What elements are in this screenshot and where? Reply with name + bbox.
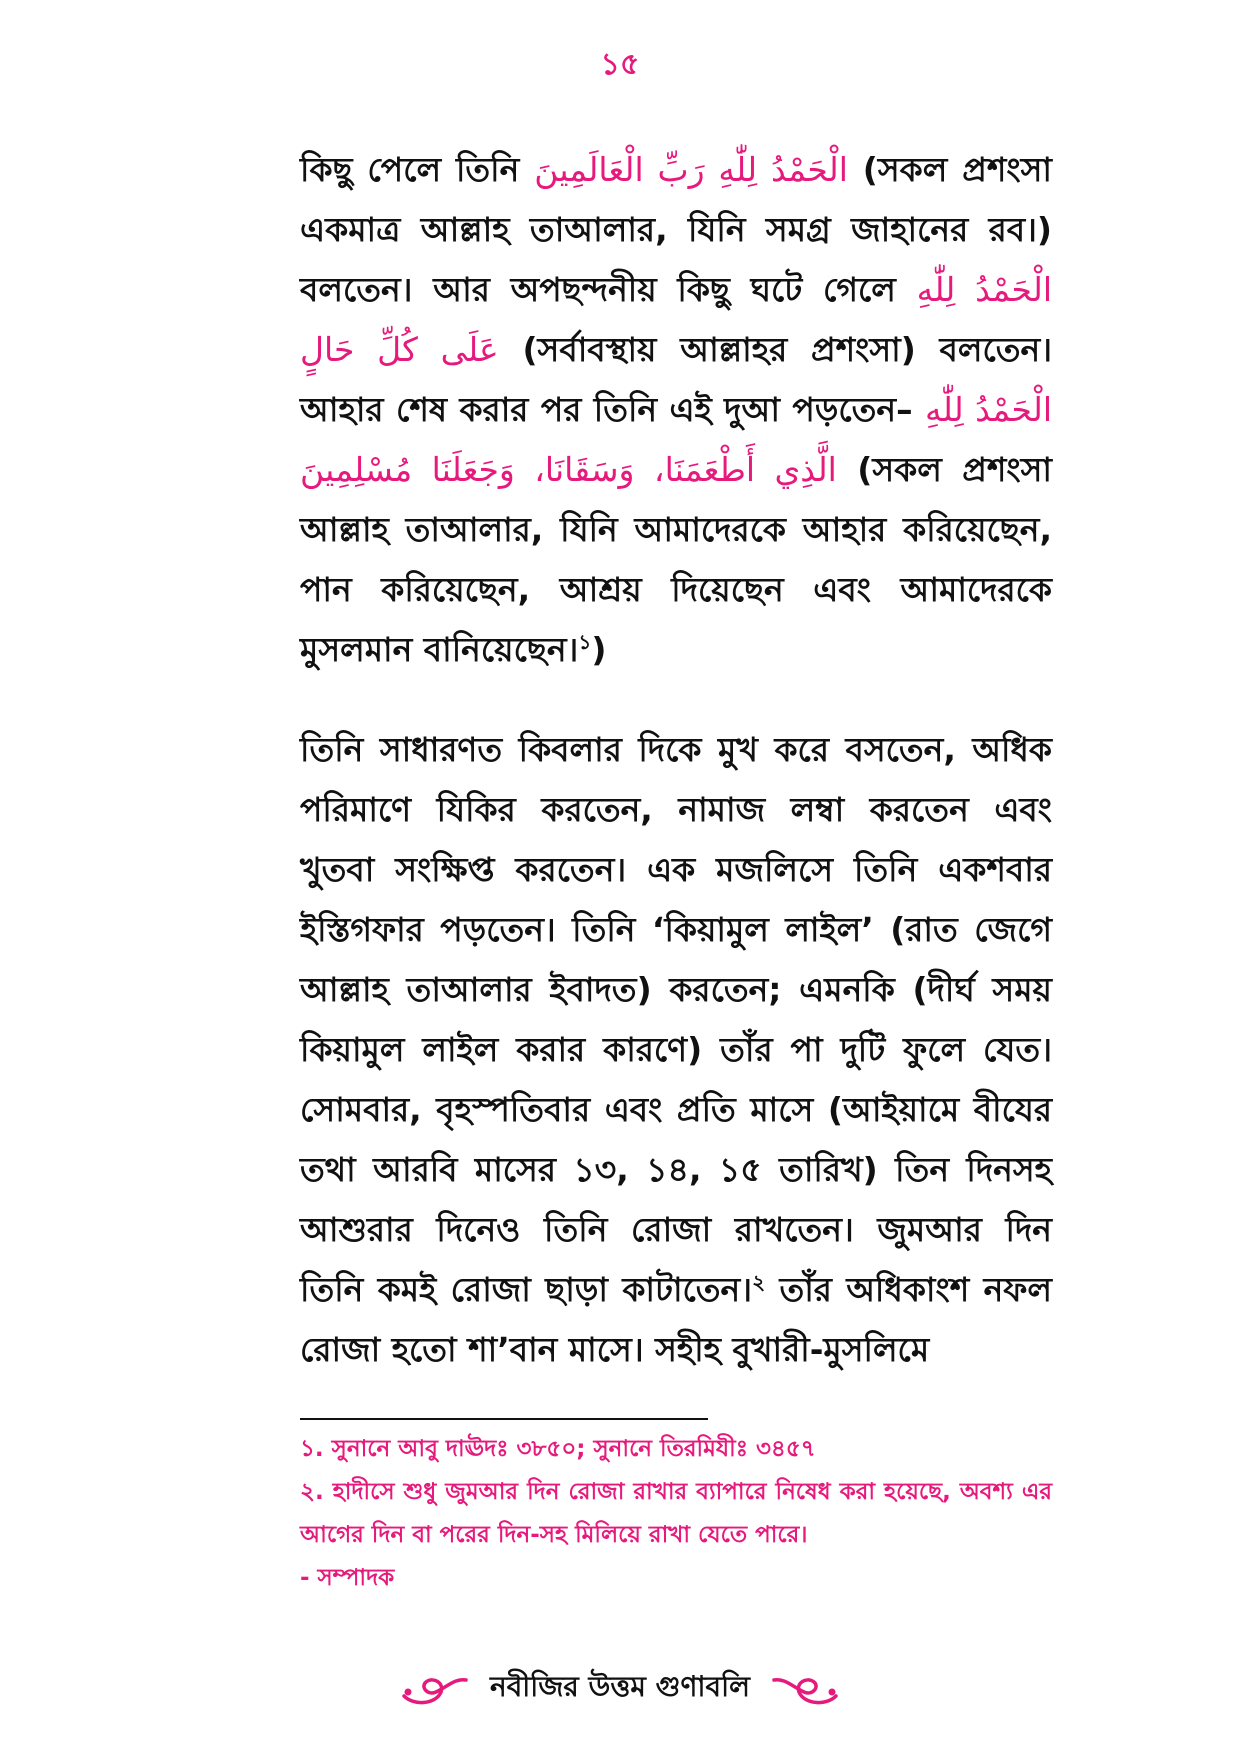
footnote-reference-1: ১: [578, 630, 592, 654]
footnote-reference-2: ২: [752, 1270, 766, 1294]
paragraph-1-text-a: কিছু পেলে তিনি: [300, 150, 535, 189]
paragraph-1-text-d: (সকল প্রশংসা আল্লাহ তাআলার, যিনি আমাদেরকে আহার করিয়েছেন, পান করিয়েছেন, আশ্রয় দিয়েছেন এবং আমাদেরকে মুসলমান বানিয়েছেন।: [300, 450, 1052, 669]
book-footer: [0, 1665, 1240, 1712]
paragraph-2-text-a: তিনি সাধারণত কিবলার দিকে মুখ করে বসতেন, অধিক পরিমাণে যিকির করতেন, নামাজ লম্বা করতেন এবং খুতবা সংক্ষিপ্ত করতেন। এক মজলিসে তিনি একশবার ইস্তিগফার পড়তেন। তিনি ‘কিয়ামুল লাইল’ (রাত জেগে আল্লাহ তাআলার ইবাদত) করতেন; এমনকি (দীর্ঘ সময় কিয়ামুল লাইল করার কারণে) তাঁর পা দুটি ফুলে যেত। সোমবার, বৃহস্পতিবার এবং প্রতি মাসে (আইয়ামে বীযের তথা আরবি মাসের ১৩, ১৪, ১৫ তারিখ) তিন দিনসহ আশুরার দিনেও তিনি রোজা রাখতেন। জুমআর দিন তিনি কমই রোজা ছাড়া কাটাতেন।: [300, 730, 1052, 1309]
footnote-editor-note: - সম্পাদক: [300, 1565, 395, 1591]
footnotes: [300, 1428, 1052, 1600]
footnote-1: ১. সুনানে আবু দাঊদঃ ৩৮৫০; সুনানে তিরমিযীঃ ৩৪৫৭: [300, 1436, 816, 1462]
paragraph-2-text-b: তাঁর অধিকাংশ নফল রোজা হতো শা’বান মাসে। সহীহ বুখারী-মুসলিমে: [300, 1270, 1052, 1369]
footnote-2: ২. হাদীসে শুধু জুমআর দিন রোজা রাখার ব্যাপারে নিষেধ করা হয়েছে, অবশ্য এর আগের দিন বা পরের দিন-সহ মিলিয়ে রাখা যেতে পারে।: [300, 1479, 1052, 1548]
paragraph-1-text-c: (সর্বাবস্থায় আল্লাহর প্রশংসা) বলতেন। আহার শেষ করার পর তিনি এই দুআ পড়তেন–: [300, 330, 1052, 429]
paragraph-1-text-b: (সকল প্রশংসা একমাত্র আল্লাহ তাআলার, যিনি সমগ্র জাহানের রব।) বলতেন। আর অপছন্দনীয় কিছু ঘটে গেলে: [300, 150, 1052, 309]
page-number: ১৫: [600, 47, 640, 82]
footnote-divider: [300, 1418, 708, 1420]
arabic-dua-after-meal: الْحَمْدُ لِلّٰهِ الَّذِي أَطْعَمَنَا، وَسَقَانَا، وَجَعَلَنَا مُسْلِمِينَ: [300, 390, 1052, 489]
flourish-left-icon: [400, 1672, 470, 1706]
flourish-right-icon: [770, 1672, 840, 1706]
paragraph-2: [300, 720, 1052, 1380]
paragraph-1-text-e: ): [591, 630, 607, 669]
arabic-phrase-alhamdulillah-ala-kulli-hal: الْحَمْدُ لِلّٰهِ عَلَى كُلِّ حَالٍ: [300, 270, 1052, 369]
book-title: নবীজির উত্তম গুণাবলি: [490, 1670, 750, 1703]
arabic-phrase-alhamdulillah-rabbil-alamin: الْحَمْدُ لِلّٰهِ رَبِّ الْعَالَمِينَ: [534, 150, 848, 189]
paragraph-1: [300, 140, 1052, 680]
body-text: [300, 140, 1052, 1380]
